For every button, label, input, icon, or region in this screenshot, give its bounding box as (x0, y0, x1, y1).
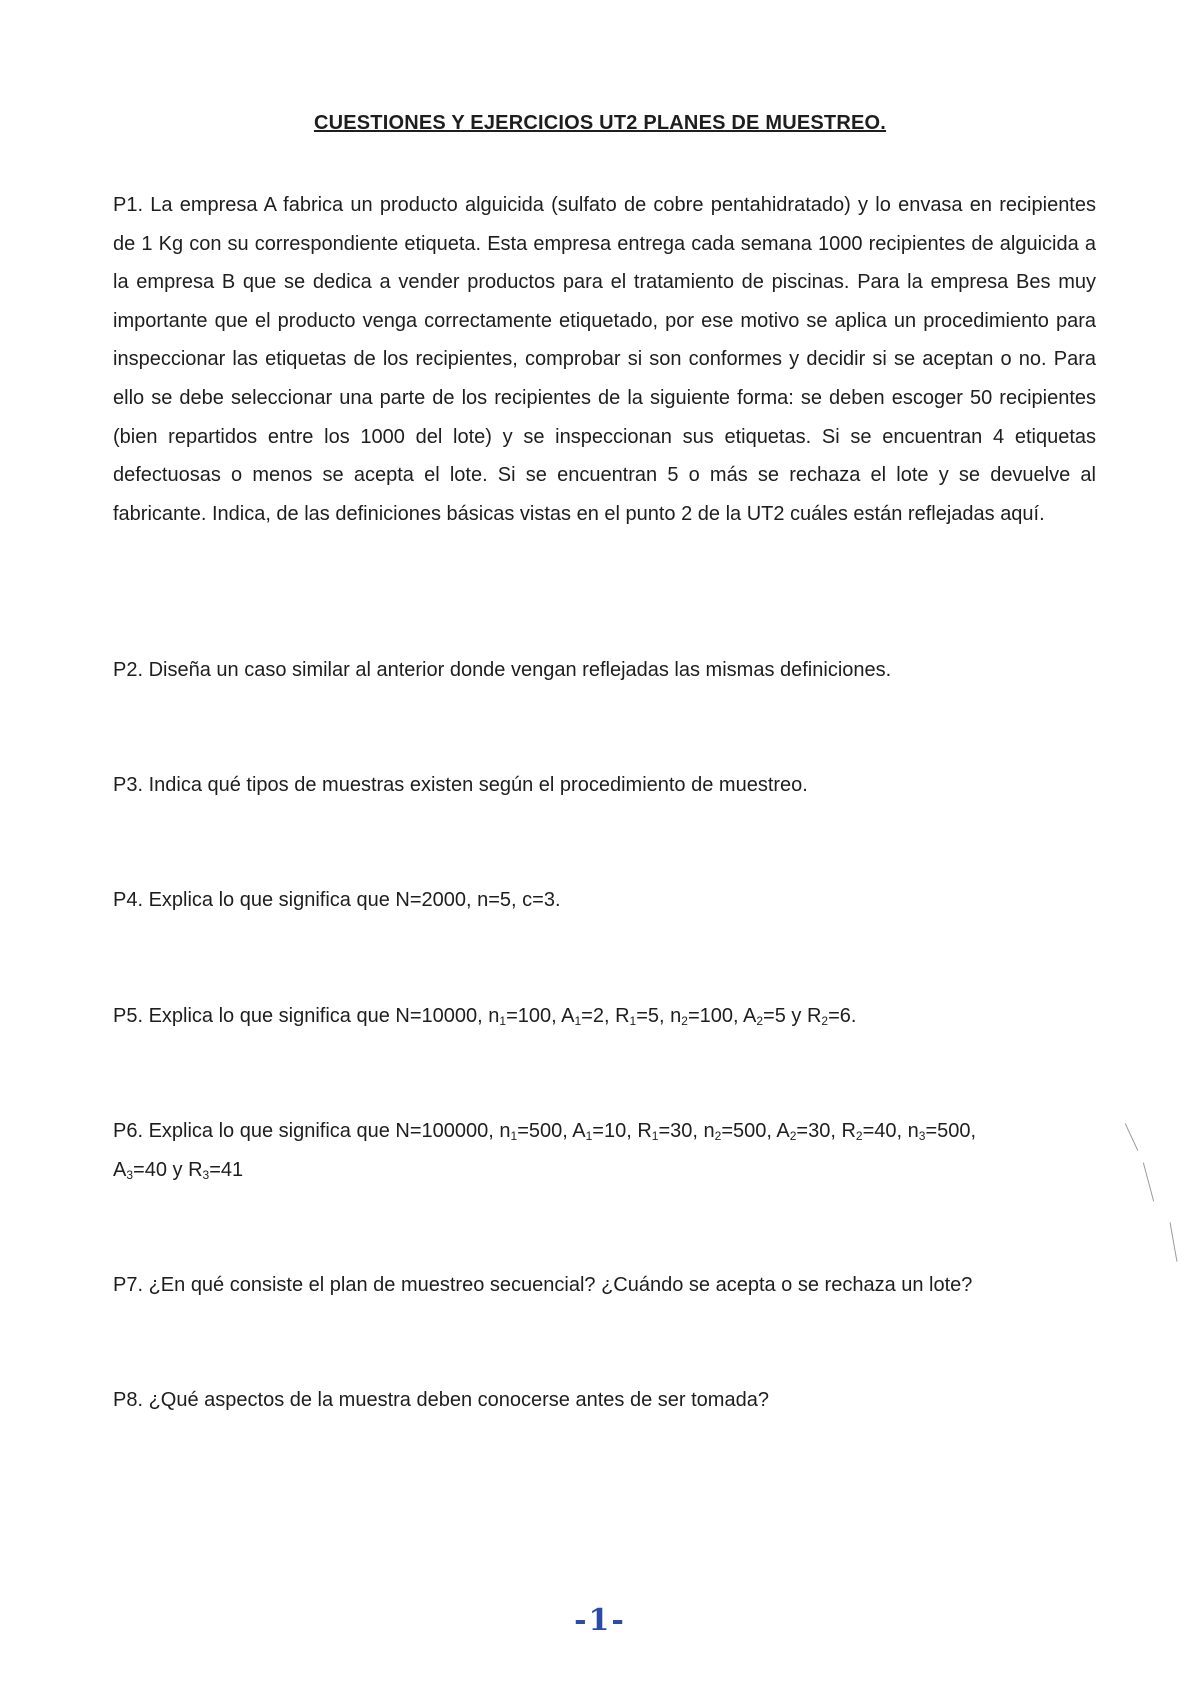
subscript: 2 (855, 1129, 863, 1143)
question-p7: P7. ¿En qué consiste el plan de muestreo secuencial? ¿Cuándo se acepta o se rechaza un lote? (113, 1274, 973, 1296)
subscript: 1 (585, 1129, 593, 1143)
question-p1: P1. La empresa A fabrica un producto alguicida (sulfato de cobre pentahidratado) y lo envasa en recipientes de 1 Kg con su correspondiente etiqueta. Esta empresa entrega cada semana 1000 recipientes de alguicida a la empresa B que se dedica a vender productos para el tratamiento de piscinas. Para la empresa Bes muy importante que el producto venga correctamente etiquetado, por ese motivo se aplica un procedimiento para inspeccionar las etiquetas de los recipientes, comprobar si son conformes y decidir si se aceptan o no. Para ello se debe seleccionar una parte de los recipientes de la siguiente forma: se deben escoger 50 recipientes (bien repartidos entre los 1000 del lote) y se inspeccionan sus etiquetas. Si se encuentran 4 etiquetas defectuosas o menos se acepta el lote. Si se encuentran 5 o más se rechaza el lote y se devuelve al fabricante. Indica, de las definiciones básicas vistas en el punto 2 de la UT2 cuáles están reflejadas aquí. (113, 194, 1096, 525)
p5-text: =6. (828, 1005, 857, 1027)
subscript: 2 (681, 1014, 688, 1028)
p5-text: =5, n (636, 1005, 682, 1027)
p6-text: A (113, 1159, 127, 1181)
p6-text: =41 (209, 1159, 244, 1181)
question-p6-line-2 (113, 1151, 243, 1189)
p6-text: =40 y R (133, 1159, 203, 1181)
subscript: 1 (499, 1014, 507, 1028)
subscript: 2 (821, 1014, 829, 1028)
p6-text: =500, A (721, 1120, 790, 1142)
subscript: 1 (651, 1129, 659, 1143)
document-title: CUESTIONES Y EJERCICIOS UT2 PLANES DE MUESTREO. (313, 112, 887, 134)
scan-artifact (1170, 1222, 1178, 1262)
p6-text: =30, n (658, 1120, 715, 1142)
question-p8: P8. ¿Qué aspectos de la muestra deben conocerse antes de ser tomada? (113, 1389, 769, 1411)
p6-text: P6. Explica lo que significa que N=100000, n (113, 1120, 511, 1142)
scan-artifact (1125, 1123, 1139, 1151)
scan-artifact (1143, 1163, 1154, 1202)
p6-text: =500, A (517, 1120, 586, 1142)
subscript: 2 (756, 1014, 764, 1028)
question-p2: P2. Diseña un caso similar al anterior donde vengan reflejadas las mismas definiciones. (113, 659, 892, 681)
subscript: 3 (202, 1168, 210, 1182)
subscript: 1 (574, 1014, 582, 1028)
p6-text: =40, n (862, 1120, 919, 1142)
p5-text: =100, A (506, 1005, 575, 1027)
subscript: 3 (126, 1168, 134, 1182)
subscript: 2 (789, 1129, 797, 1143)
p6-text: =10, R (592, 1120, 652, 1142)
subscript: 3 (918, 1129, 926, 1143)
p5-text: =100, A (687, 1005, 757, 1027)
subscript: 1 (629, 1014, 637, 1028)
subscript: 2 (714, 1129, 722, 1143)
p6-text: =500, (925, 1120, 977, 1142)
p5-text: =2, R (581, 1005, 630, 1027)
p5-text: P5. Explica lo que significa que N=10000, n (113, 1005, 500, 1027)
p5-text: =5 y R (763, 1005, 822, 1027)
question-p5 (113, 997, 856, 1035)
subscript: 1 (510, 1129, 518, 1143)
p6-text: =30, R (796, 1120, 856, 1142)
question-p3: P3. Indica qué tipos de muestras existen según el procedimiento de muestreo. (113, 774, 808, 796)
page-number: -1- (574, 1603, 626, 1638)
question-p4: P4. Explica lo que significa que N=2000, n=5, c=3. (113, 889, 561, 911)
question-p6-line-1 (113, 1112, 976, 1150)
